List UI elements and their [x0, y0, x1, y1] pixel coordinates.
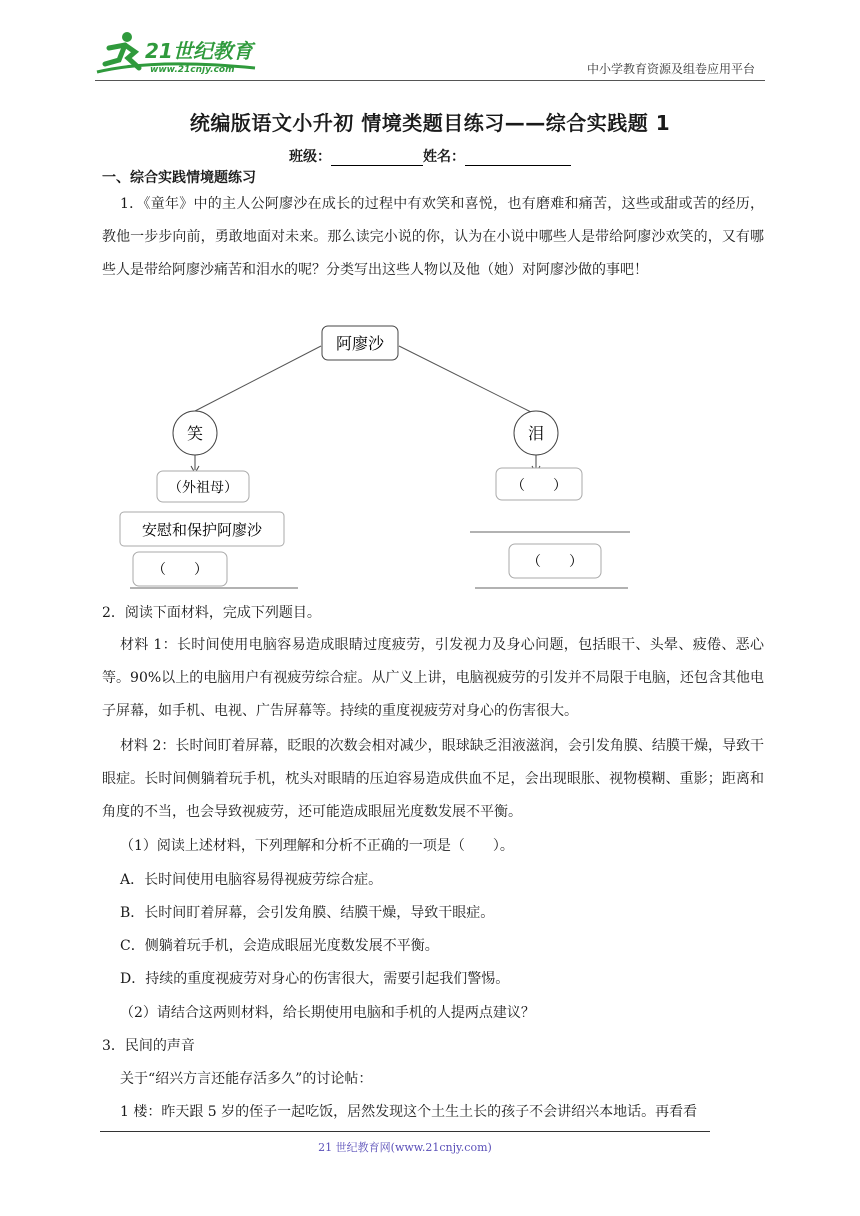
right-blank-label-2: （ ） [527, 554, 583, 570]
material-2: 材料 2：长时间盯着屏幕，眨眼的次数会相对减少，眼球缺乏泪液滋润，会引发角膜、结膜干燥，导致干眼症。长时间侧躺着玩手机，枕头对眼睛的压迫容易造成供血不足，会出现眼胀、视物模糊、重影；距离和角度的不当，也会导致视疲劳，还可能造成眼屈光度数发展不平衡。 [102, 738, 764, 820]
logo-url: www.21cnjy.com [150, 65, 235, 75]
name-blank[interactable] [465, 151, 571, 166]
page-title: 统编版语文小升初 情境类题目练习——综合实践题 1 [189, 111, 671, 135]
option-c: C．侧躺着玩手机，会造成眼屈光度数发展不平衡。 [120, 938, 439, 954]
character-tree-diagram [100, 320, 760, 596]
option-a: A．长时间使用电脑容易得视疲劳综合症。 [120, 872, 383, 888]
question-3-intro: 关于“绍兴方言还能存活多久”的讨论帖： [120, 1071, 373, 1087]
left-blank-label: （ ） [152, 562, 208, 578]
class-label: 班级： [289, 149, 331, 165]
section-heading: 一、综合实践情境题练习 [102, 170, 256, 186]
footer-divider [100, 1131, 710, 1132]
page-header [95, 28, 765, 78]
question-1-text: 1．《童年》中的主人公阿廖沙在成长的过程中有欢笑和喜悦，也有磨难和痛苦，这些或甜或苦的经历，教他一步步向前，勇敢地面对未来。那么读完小说的你，认为在小说中哪些人是带给阿廖沙欢笑的，又有哪些人是带给阿廖沙痛苦和泪水的呢？分类写出这些人物以及他（她）对阿廖沙做的事吧！ [102, 196, 764, 278]
sub-question-1: （1）阅读上述材料，下列理解和分析不正确的一项是（ ）。 [120, 838, 514, 854]
material-1: 材料 1：长时间使用电脑容易造成眼睛过度疲劳，引发视力及身心问题，包括眼干、头晕、疲倦、恶心等。90%以上的电脑用户有视疲劳综合症。从广义上讲，电脑视疲劳的引发并不局限于电脑，还包含其他电子屏幕，如手机、电视、广告屏幕等。持续的重度视疲劳对身心的伤害很大。 [102, 637, 764, 719]
question-3-floor-1: 1 楼：昨天跟 5 岁的侄子一起吃饭，居然发现这个土生土长的孩子不会讲绍兴本地话。再看看 [120, 1104, 698, 1120]
left-action-label: 安慰和保护阿廖沙 [141, 521, 263, 539]
site-logo[interactable] [95, 28, 265, 76]
laugh-node-label: 笑 [186, 424, 204, 443]
right-blank-label-1: （ ） [511, 478, 567, 494]
root-node-label: 阿廖沙 [335, 334, 385, 353]
name-label: 姓名： [423, 149, 465, 165]
class-name-line [0, 146, 860, 166]
question-2-intro: 2．阅读下面材料，完成下列题目。 [102, 605, 321, 621]
question-3-title: 3．民间的声音 [102, 1038, 195, 1054]
left-person-label: （外祖母） [168, 480, 238, 496]
class-blank[interactable] [331, 151, 423, 166]
sub-question-2: （2）请结合这两则材料，给长期使用电脑和手机的人提两点建议？ [120, 1005, 535, 1021]
logo-text: 21世纪教育 [145, 39, 253, 63]
footer-link[interactable]: 21 世纪教育网(www.21cnjy.com) [318, 1141, 492, 1154]
option-d: D．持续的重度视疲劳对身心的伤害很大，需要引起我们警惕。 [120, 971, 510, 987]
header-divider [95, 80, 765, 81]
runner-logo-icon [95, 28, 265, 76]
platform-name: 中小学教育资源及组卷应用平台 [586, 62, 755, 76]
tears-node-label: 泪 [527, 424, 545, 443]
option-b: B．长时间盯着屏幕，会引发角膜、结膜干燥，导致干眼症。 [120, 905, 495, 921]
